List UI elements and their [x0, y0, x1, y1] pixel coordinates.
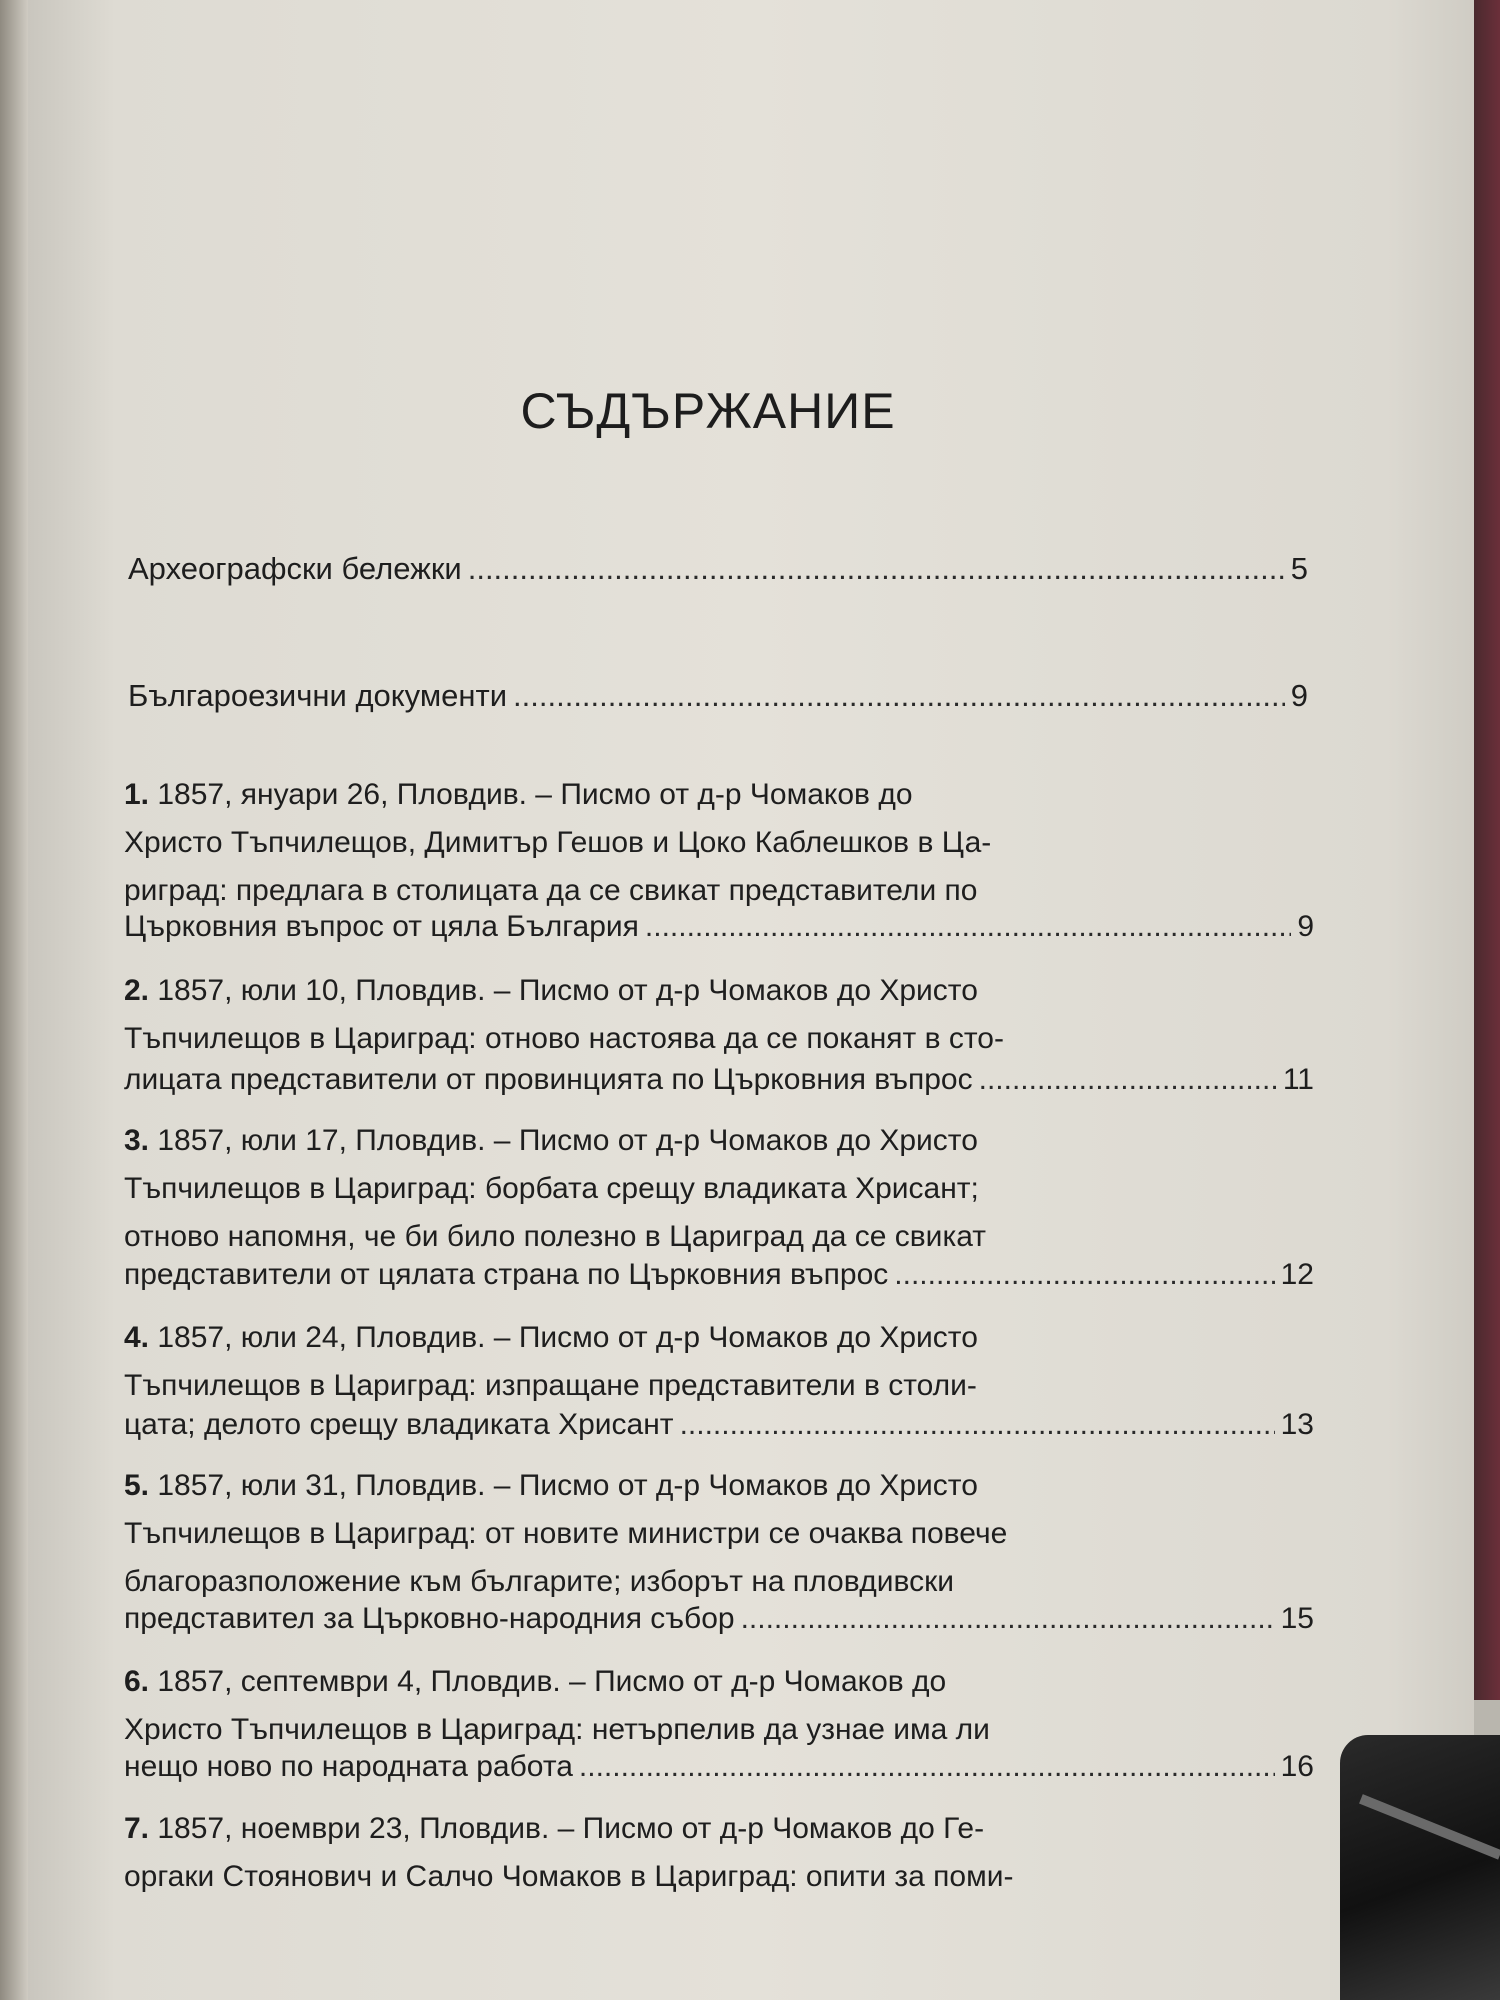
entry-text: лицата представители от провинцията по Църковния въпрос	[124, 1063, 973, 1096]
toc-page-number: 15	[1280, 1602, 1314, 1635]
toc-entry-1	[124, 771, 1194, 915]
toc-entry-5	[124, 1462, 1194, 1606]
entry-text: представител за Църковно-народния събор	[124, 1602, 735, 1635]
entry-line: Христо Тъпчилещов в Цариград: нетърпелив да узнае има ли	[124, 1713, 990, 1746]
entry-number: 5.	[124, 1469, 150, 1502]
entry-text: Църковния въпрос от цяла България	[124, 910, 639, 943]
toc-entry-4-last-line	[124, 1408, 1314, 1456]
entry-text: 1857, юли 10, Пловдив. – Писмо от д-р Чомаков до Христо	[149, 974, 978, 1007]
entry-number: 2.	[124, 974, 150, 1007]
entry-line: Тъпчилещов в Цариград: изпращане представители в столи-	[124, 1369, 977, 1402]
entry-text: цата; делото срещу владиката Хрисант	[124, 1408, 674, 1441]
toc-leader-dots	[513, 678, 1285, 714]
toc-leader-dots	[468, 551, 1285, 587]
toc-entry-7	[124, 1805, 1194, 1901]
entry-line: благоразположение към българите; изборът на пловдивски	[124, 1565, 955, 1598]
entry-line	[124, 1462, 1194, 1510]
binder-clip	[1340, 1735, 1500, 2000]
toc-page-number: 12	[1280, 1258, 1314, 1291]
entry-line	[124, 771, 1194, 819]
toc-entry-5-last-line	[124, 1602, 1314, 1650]
toc-entry-6-last-line	[124, 1750, 1314, 1798]
toc-page-number: 9	[1297, 910, 1314, 943]
entry-number: 1.	[124, 778, 150, 811]
toc-leader-dots	[741, 1602, 1275, 1636]
entry-line: риград: предлага в столицата да се свикат представители по	[124, 874, 978, 907]
entry-line: Тъпчилещов в Цариград: от новите министри се очаква повече	[124, 1517, 1008, 1550]
toc-leader-dots	[979, 1063, 1277, 1097]
toc-leader-dots	[645, 910, 1291, 944]
entry-line	[124, 967, 1194, 1015]
toc-leader-dots	[894, 1258, 1274, 1292]
background-cover	[1474, 0, 1500, 1700]
toc-page-number: 5	[1290, 551, 1308, 586]
entry-number: 7.	[124, 1812, 150, 1845]
entry-line: Тъпчилещов в Цариград: борбата срещу владиката Хрисант;	[124, 1172, 979, 1205]
entry-number: 3.	[124, 1124, 150, 1157]
entry-line: отново напомня, че би било полезно в Цариград да се свикат	[124, 1220, 986, 1253]
toc-entry-3	[124, 1117, 1194, 1261]
entry-line	[124, 1805, 1194, 1853]
toc-section-bulgarian-documents	[128, 678, 1308, 726]
entry-text: 1857, юли 24, Пловдив. – Писмо от д-р Чомаков до Христо	[149, 1321, 978, 1354]
entry-text: 1857, юли 31, Пловдив. – Писмо от д-р Чомаков до Христо	[149, 1469, 978, 1502]
book-page	[28, 0, 1474, 2000]
toc-leader-dots	[579, 1750, 1275, 1784]
toc-leader-dots	[680, 1408, 1275, 1442]
entry-line: оргаки Стоянович и Салчо Чомаков в Цариград: опити за поми-	[124, 1860, 1014, 1893]
entry-line: Христо Тъпчилещов, Димитър Гешов и Цоко Каблешков в Ца-	[124, 826, 992, 859]
entry-text: нещо ново по народната работа	[124, 1750, 573, 1783]
toc-section-label: Българоезични документи	[128, 678, 508, 713]
entry-text: представители от цялата страна по Църковния въпрос	[124, 1258, 889, 1291]
toc-section-label: Археографски бележки	[128, 551, 462, 586]
toc-page-number: 11	[1282, 1063, 1314, 1096]
toc-section-archaeographic-notes	[128, 551, 1308, 599]
toc-page-number: 13	[1280, 1408, 1314, 1441]
entry-number: 4.	[124, 1321, 150, 1354]
toc-entry-6	[124, 1658, 1194, 1754]
toc-entry-2	[124, 967, 1194, 1063]
entry-text: 1857, юли 17, Пловдив. – Писмо от д-р Чомаков до Христо	[149, 1124, 978, 1157]
toc-entry-1-last-line	[124, 910, 1314, 958]
entry-line	[124, 1117, 1194, 1165]
toc-page-number: 9	[1290, 678, 1308, 713]
entry-line	[124, 1658, 1194, 1706]
entry-text: 1857, ноември 23, Пловдив. – Писмо от д-р Чомаков до Ге-	[149, 1812, 985, 1845]
entry-number: 6.	[124, 1665, 150, 1698]
page-title: СЪДЪРЖАНИЕ	[520, 383, 896, 439]
toc-entry-4	[124, 1314, 1194, 1410]
toc-page-number: 16	[1280, 1750, 1314, 1783]
entry-line: Тъпчилещов в Цариград: отново настоява да се поканят в сто-	[124, 1022, 1004, 1055]
toc-entry-2-last-line	[124, 1063, 1314, 1111]
toc-entry-3-last-line	[124, 1258, 1314, 1306]
entry-text: 1857, септември 4, Пловдив. – Писмо от д-р Чомаков до	[149, 1665, 947, 1698]
entry-line	[124, 1314, 1194, 1362]
entry-text: 1857, януари 26, Пловдив. – Писмо от д-р Чомаков до	[149, 778, 913, 811]
book-spine-shadow	[0, 0, 28, 2000]
